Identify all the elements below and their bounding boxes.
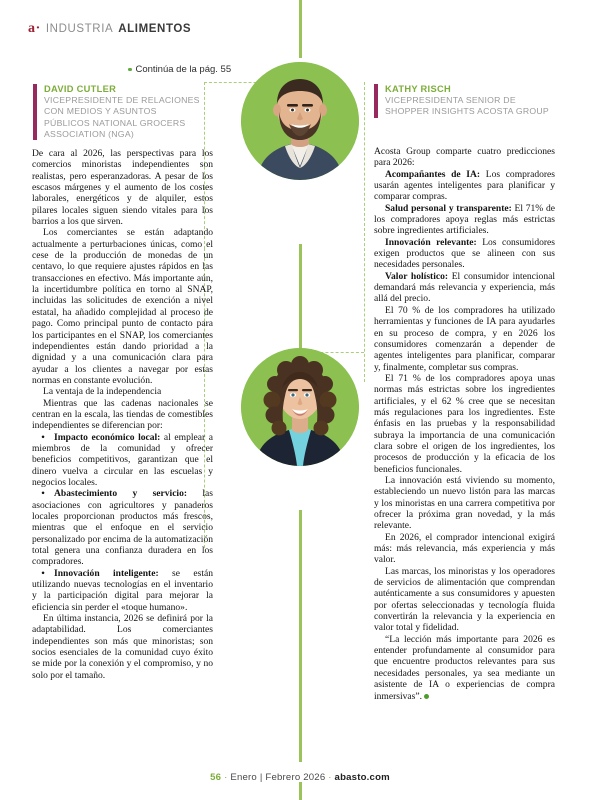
bullet-lead-in: Abastecimiento y servicio: xyxy=(54,488,188,500)
center-rule-footer xyxy=(299,782,302,800)
byline-role: VICEPRESIDENTE DE RELACIONES CON MEDIOS Y ASUNTOS PÚBLICOS NATIONAL GROCERS ASSOCIATION (NGA) xyxy=(44,95,200,139)
byline-accent-bar xyxy=(33,84,37,140)
paragraph-text: En 2026, el comprador intencional exigirá más: más relevancia, más experiencia y más valor. xyxy=(374,531,555,566)
paragraph-text: De cara al 2026, las perspectivas para los comercios minoristas independientes son realistas, pero esperanzadoras. A pesar de los escasos márgenes y el aumento de los costes laborales, energéticos y de alquiler, estos pilares locales siguen siendo vitales para los barrios a los que sirven. xyxy=(32,148,213,228)
section-kicker-industria: INDUSTRIA xyxy=(45,23,114,35)
bullet-dot-icon xyxy=(128,68,132,72)
paragraph-text: El 71 % de los compradores apoya unas normas más estrictas sobre los ingredientes artificiales, y el 62 % cree que se necesitan más regulaciones para los ingredientes. Este énfasis en las pruebas y la responsabilidad subraya la importancia de una comunicación clara sobre el origen de los ingredientes, los procesos de producción y la eficacia de los beneficios funcionales. xyxy=(374,372,555,475)
footer-separator: · xyxy=(224,772,228,783)
paragraph-text: “La lección más importante para 2026 es entender profundamente al consumidor para que encuentre productos relevantes para sus necesidades personales, ya sea mediante un asistente de IA o experiencias de compra inmersivas”. xyxy=(374,633,555,702)
article-paragraph xyxy=(374,532,555,566)
abasto-logo-icon: a· xyxy=(28,21,41,36)
paragraph-text: Acosta Group comparte cuatro predicciones para 2026: xyxy=(374,146,555,169)
center-rule-middle xyxy=(299,244,302,354)
paragraph-text: El 70 % de los compradores ha utilizado herramientas y funciones de IA para ayudarles en su proceso de compra, y en 2026 los consumidores comenzarán a depender de agentes inteligentes para planificar, comparar y, finalmente, completar sus compras. xyxy=(374,304,555,373)
article-paragraph xyxy=(32,386,213,397)
continued-from-note xyxy=(128,64,231,75)
center-rule-bottom xyxy=(299,510,302,762)
footer-separator: · xyxy=(328,772,332,783)
article-paragraph xyxy=(374,566,555,634)
byline-david-cutler xyxy=(33,84,203,140)
portrait-kathy-risch xyxy=(241,348,359,466)
bullet-marker-icon: • xyxy=(41,567,45,579)
article-paragraph xyxy=(32,227,213,386)
paragraph-text: Los comerciantes se están adaptando actualmente a perturbaciones únicas, como el cese de la producción de monedas de un centavo, lo que requiere ajustes rápidos en las transacciones en efectivo. Más importante aún, la incertidumbre política en torno al SNAP, incluidas las solicitudes de exención a nivel estatal, ha añadido complejidad al proceso de pago. Como principal punto de contacto para los participantes en el SNAP, los comerciantes independientes están dando prioridad a la dignidad y a una comunicación clara para ayudar a los clientes a navegar por estas normas en constante evolución. xyxy=(32,227,213,386)
article-paragraph xyxy=(374,475,555,532)
article-paragraph xyxy=(374,305,555,373)
portrait-david-cutler-image xyxy=(241,62,359,180)
center-rule-top xyxy=(299,0,302,58)
byline-role: VICEPRESIDENTA SENIOR DE SHOPPER INSIGHTS ACOSTA GROUP xyxy=(385,95,549,117)
footer-issue-date: Enero | Febrero 2026 xyxy=(230,772,326,783)
bullet-lead-in: Impacto económico local: xyxy=(54,431,161,443)
paragraph-text: Los compradores usarán agentes inteligentes para planificar y comparar compras. xyxy=(374,168,556,203)
paragraph-lead-in: Innovación relevante: xyxy=(385,236,477,248)
bullet-body-text: al emplear a miembros de la comunidad y ofrecer beneficios competitivos, garantizan que el dinero vuelva a circular en las escuelas y negocios locales. xyxy=(32,431,213,488)
paragraph-text: En última instancia, 2026 se definirá por la adaptabilidad. Los comerciantes independientes son más que minoristas; son socios esenciales de la comunidad cuyo éxito se mide por la conexión y el compromiso, y no solo por el tamaño. xyxy=(32,613,213,681)
article-paragraph xyxy=(32,613,213,681)
article-column-left xyxy=(32,148,213,681)
portrait-kathy-risch-image xyxy=(241,348,359,466)
article-lead-paragraph xyxy=(374,203,555,237)
paragraph-text: La ventaja de la independencia xyxy=(43,386,162,398)
continued-from-label: Continúa de la pág. 55 xyxy=(135,64,232,75)
paragraph-lead-in: Salud personal y transparente: xyxy=(385,202,512,214)
paragraph-lead-in: Valor holístico: xyxy=(385,270,449,282)
paragraph-text: Mientras que las cadenas nacionales se centran en la escala, las tiendas de comestibles independientes se diferencian por: xyxy=(32,397,213,432)
byline-name: KATHY RISCH xyxy=(385,84,451,94)
bullet-body-text: las asociaciones con agricultores y panaderos locales proporcionan productos más frescos, mientras que el enfoque en el servicio personalizado por encima de la automatización total genera una confianza duradera en los compradores. xyxy=(32,488,214,568)
paragraph-text: El consumidor intencional demandará más relevancia y experiencia, más allá del precio. xyxy=(374,270,555,305)
paragraph-text: Los consumidores exigen productos que se alineen con sus necesidades personales. xyxy=(374,236,555,271)
paragraph-text: El 71% de los compradores apoya reglas más estrictas sobre ingredientes artificiales. xyxy=(374,202,555,237)
article-lead-paragraph xyxy=(374,237,555,271)
masthead xyxy=(28,22,191,36)
article-end-mark-icon xyxy=(424,694,429,699)
article-bullet-item xyxy=(32,488,213,567)
section-kicker-alimentos: ALIMENTOS xyxy=(118,23,192,35)
bullet-body-text: se están utilizando nuevas tecnologías en el inventario y la participación digital para mejorar la eficiencia sin perder el «toque humano». xyxy=(32,567,213,613)
article-lead-paragraph xyxy=(374,271,555,305)
article-column-right xyxy=(374,146,555,702)
bullet-lead-in: Innovación inteligente: xyxy=(54,567,159,579)
article-bullet-item xyxy=(32,568,213,613)
footer-website[interactable]: abasto.com xyxy=(334,772,390,783)
article-paragraph xyxy=(32,148,213,227)
byline-kathy-risch xyxy=(374,84,549,118)
byline-name: DAVID CUTLER xyxy=(44,84,117,94)
byline-accent-bar xyxy=(374,84,378,118)
paragraph-text: La innovación está viviendo su momento, estableciendo un nuevo listón para las marcas y los minoristas en una carrera competitiva por ofrecer la próxima gran novedad, y la más relevante. xyxy=(374,474,555,532)
article-paragraph xyxy=(374,146,555,169)
portrait-david-cutler xyxy=(241,62,359,180)
connector-frame-right-top xyxy=(364,82,365,382)
footer-page-number: 56 xyxy=(210,772,222,783)
paragraph-lead-in: Acompañantes de IA: xyxy=(385,168,481,180)
bullet-marker-icon: • xyxy=(41,431,45,443)
article-paragraph xyxy=(32,398,213,432)
page-footer xyxy=(0,772,600,783)
article-paragraph xyxy=(374,373,555,475)
paragraph-text: Las marcas, los minoristas y los operadores de servicios de alimentación que comprendan auténticamente a sus consumidores y apuesten por ofertas seleccionadas y tecnología fluida convertirán la relevancia y la experiencia en valor total y fidelidad. xyxy=(374,565,555,634)
article-lead-paragraph xyxy=(374,169,555,203)
bullet-marker-icon: • xyxy=(41,488,45,500)
article-paragraph xyxy=(374,634,555,702)
article-bullet-item xyxy=(32,432,213,489)
